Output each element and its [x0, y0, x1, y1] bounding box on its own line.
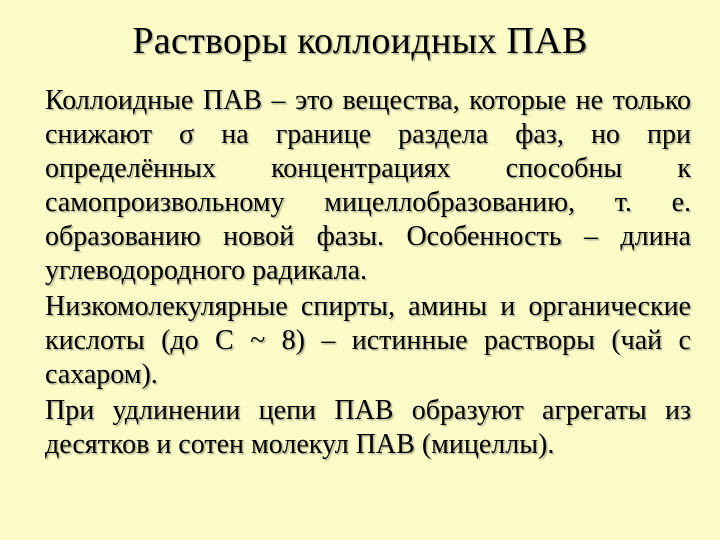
paragraph-definition: Коллоидные ПАВ – это вещества, которые не только снижают σ на границе раздела фаз, но при определённых концентрациях способны к самопроизвольному мицеллобразованию, т. е. образованию новой фазы. Особенность – длина углеводородного радикала.: [45, 85, 691, 286]
slide-title: Растворы коллоидных ПАВ: [132, 20, 588, 62]
slide-body: [45, 84, 691, 464]
paragraph-micelles: При удлинении цепи ПАВ образуют агрегаты из десятков и сотен молекул ПАВ (мицеллы).: [45, 395, 691, 460]
paragraph-low-molecular: Низкомолекулярные спирты, амины и органические кислоты (до С ~ 8) – истинные растворы (чай с сахаром).: [45, 291, 691, 390]
